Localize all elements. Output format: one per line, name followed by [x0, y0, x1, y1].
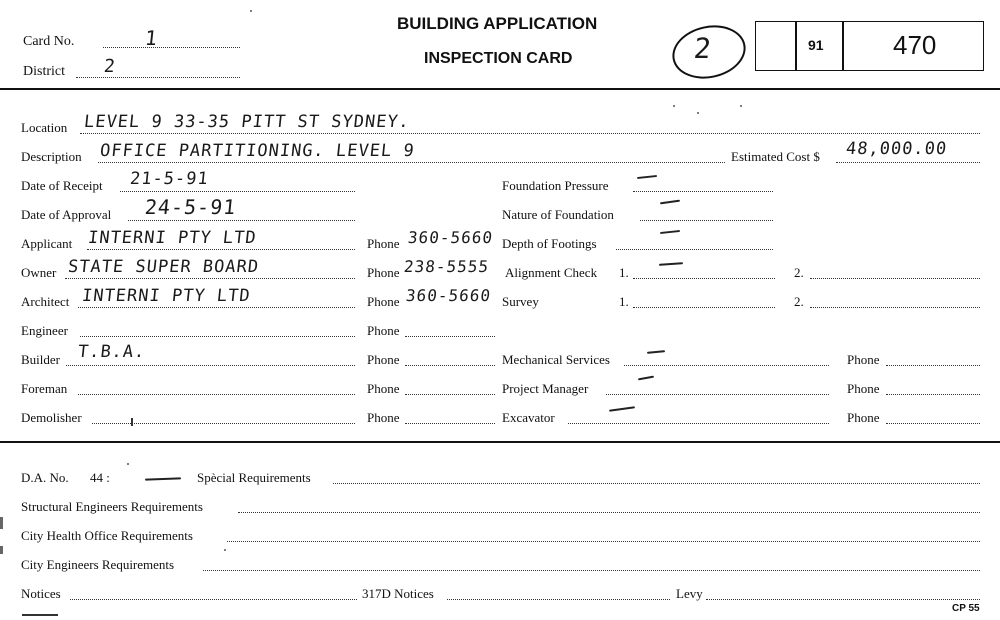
survey-label: Survey [502, 294, 539, 309]
builder-label: Builder [21, 352, 60, 367]
architect-value: INTERNI PTY LTD [80, 286, 252, 306]
notices-317d-label: 317D Notices [362, 586, 434, 601]
architect-phone-label: Phone [367, 294, 400, 309]
date-of-approval-label: Date of Approval [21, 207, 112, 222]
title-line-2: INSPECTION CARD [424, 50, 573, 67]
da-no-label: D.A. No. [21, 470, 69, 485]
applicant-label: Applicant [21, 236, 73, 251]
title-line-1: BUILDING APPLICATION [397, 14, 598, 33]
card-number-box [755, 21, 984, 71]
mechanical-services-label: Mechanical Services [502, 352, 610, 367]
alignment-check-num-1: 1. [619, 265, 629, 280]
district-value: 2 [102, 56, 117, 77]
location-value: LEVEL 9 33-35 PITT ST SYDNEY. [82, 112, 411, 132]
structural-requirements-label: Structural Engineers Requirements [21, 499, 203, 514]
depth-of-footings-label: Depth of Footings [502, 236, 597, 251]
owner-label: Owner [21, 265, 57, 280]
special-requirements-label: Spècial Requirements [197, 470, 311, 485]
alignment-check-dash [659, 262, 683, 266]
form-code: CP 55 [952, 603, 980, 614]
mechanical-services-phone-label: Phone [847, 352, 880, 367]
circled-mark-value: 2 [692, 32, 714, 65]
mechanical-services-dash [647, 350, 665, 354]
foreman-label: Foreman [21, 381, 68, 396]
engineer-label: Engineer [21, 323, 68, 338]
project-manager-dash [638, 376, 654, 381]
foundation-pressure-label: Foundation Pressure [502, 178, 609, 193]
card-year: 91 [808, 37, 824, 53]
foundation-pressure-dash [637, 175, 657, 179]
excavator-dash [609, 406, 635, 412]
architect-label: Architect [21, 294, 70, 309]
alignment-check-num-2: 2. [794, 265, 804, 280]
project-manager-label: Project Manager [502, 381, 589, 396]
description-value: OFFICE PARTITIONING. LEVEL 9 [98, 141, 416, 161]
applicant-phone-label: Phone [367, 236, 400, 251]
engineer-phone-label: Phone [367, 323, 400, 338]
applicant-value: INTERNI PTY LTD [86, 228, 258, 248]
builder-phone-label: Phone [367, 352, 400, 367]
card-no-label: Card No. [23, 34, 75, 49]
description-label: Description [21, 149, 82, 164]
city-engineers-requirements-label: City Engineers Requirements [21, 557, 175, 572]
demolisher-phone-label: Phone [367, 410, 400, 425]
estimated-cost-label: Estimated Cost $ [731, 149, 820, 164]
owner-value: STATE SUPER BOARD [66, 257, 261, 277]
excavator-label: Excavator [502, 410, 555, 425]
architect-phone-value: 360-5660 [405, 286, 493, 305]
depth-of-footings-dash [660, 230, 680, 234]
applicant-phone-value: 360-5660 [407, 228, 495, 247]
survey-num-2: 2. [794, 294, 804, 309]
da-no-dash [145, 477, 181, 480]
foreman-phone-label: Phone [367, 381, 400, 396]
survey-num-1: 1. [619, 294, 629, 309]
estimated-cost-value: 48,000.00 [844, 139, 949, 159]
alignment-check-label: Alignment Check [505, 265, 598, 280]
card-number: 470 [893, 30, 937, 60]
nature-of-foundation-label: Nature of Foundation [502, 207, 614, 222]
health-requirements-label: City Health Office Requirements [21, 528, 193, 543]
demolisher-label: Demolisher [21, 410, 82, 425]
card-no-value: 1 [143, 26, 160, 50]
date-of-receipt-value: 21-5-91 [128, 169, 210, 189]
da-no-value: 44 : [90, 470, 110, 485]
location-label: Location [21, 120, 68, 135]
nature-of-foundation-dash [660, 200, 680, 205]
excavator-phone-label: Phone [847, 410, 880, 425]
owner-phone-value: 238-5555 [403, 257, 491, 276]
owner-phone-label: Phone [367, 265, 400, 280]
date-of-approval-value: 24-5-91 [143, 195, 238, 219]
date-of-receipt-label: Date of Receipt [21, 178, 103, 193]
builder-value: T.B.A. [76, 342, 147, 362]
district-label: District [23, 64, 65, 79]
notices-label: Notices [21, 586, 61, 601]
levy-label: Levy [676, 586, 703, 601]
project-manager-phone-label: Phone [847, 381, 880, 396]
